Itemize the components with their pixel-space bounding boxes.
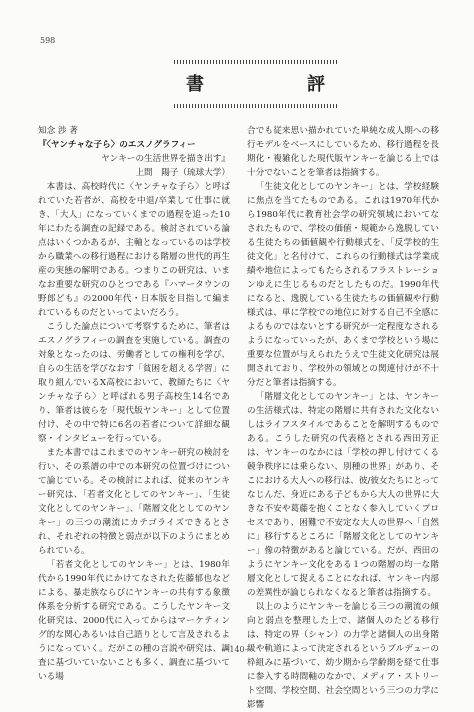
body-paragraph: 本書は、高校時代に〈ヤンチャな子ら〉と呼ばれていた若者が、高校を中退/卒業して仕事に就き、「大人」になっていくまでの過程を追った10年にわたる調査の記録である。検討されている論点はいくつかあるが、主軸となっているのは学校から職業への移行過程における階層の世代的再生産の実態の解明である。つまりこの研究は、いまなお重要な研究のひとつである『ハマータウンの野郎ども』の2000年代・日本版を目指して編まれているものだといってよいだろう。 [38,182,230,318]
body-paragraph: 「階層文化としてのヤンキー」とは、ヤンキーの生活様式は、特定の階層に共有された文化ないしはライフスタイルであることを解明するものである。こうした研究の代表格とされる西田芳正は、ヤンキーのなかには「学校の押し付けてくる競争秩序には乗らない、別種の世界」があり、そこにおける大人への移行は、彼/彼女たちにとってなじんだ、身近にある子どもから大人の世界に大きな不安や葛藤を抱くことなく参入していくプロセスであり、困難で不安定な大人の世界へ「自然に」移行するところに「階層文化としてのヤンキー」像の特徴があると論じている。だが、西田のようにヤンキー文化をある１つの階層の均一な階層文化として捉えることになれば、ヤンキー内部の差異性が論じられなくなると筆者は指摘する。 [247,392,439,598]
body-paragraph: 「若者文化としてのヤンキー」とは、1980年代から1990年代にかけてなされた佐藤郁也などによる、暴走族ならびにヤンキーの共有する象徴体系を分析する研究である。こうしたヤンキー文化研究は、2000代に入ってからはマーケティング的な関心あるいは自己語りとして言及されるようになっていく。だがこの種の言説や研究は、調査に基づいていないことも多く、調査に基づいている場 [38,560,230,682]
title-ornament-top [174,60,337,64]
section-title-char-1: 書 [186,74,205,95]
section-title [186,70,326,96]
book-author: 知念 渉 著 [38,126,78,136]
body-paragraph: 合でも従来思い描かれていた単純な成人期への移行モデルをベースにしているため、移行過程を長期化・複雑化した現代版ヤンキーを論じる上では十分でないことを筆者は指摘する。 [247,126,439,178]
page-number: 598 [40,36,56,45]
book-subtitle: ヤンキーの生活世界を描き出す』 [101,154,230,164]
section-title-char-2: 評 [307,74,326,95]
reviewer: 上間 陽子（琉球大学） [135,168,230,178]
title-ornament-bottom [174,104,337,108]
body-paragraph: 「生徒文化としてのヤンキー」とは、学校経験に焦点を当てたものである。これは1970年代から1980年代に教育社会学の研究領域においてなされたもので、学校の価値・規範から逸脱している生徒たちの価値観や行動様式を、「反学校的生徒文化」と名付けて、これらの行動様式は学業成績や地位によってもたらされるフラストレーションゆえに生じるものだとしたものだ。1990年代になると、逸脱している生徒たちの価値観や行動様式は、単に学校での地位に対する自己不全感によるものではないとする研究が一定程度なされるようになっていったが、あくまで学校という場に重要な位置が与えられたうえで生徒文化研究は展開されており、学校外の領域との関連付けが不十分だと筆者は指摘する。 [247,182,439,388]
right-column [247,124,439,712]
body-paragraph: 以上のようにヤンキーを論じる三つの潮流の傾向と弱点を整理した上で、諸個人のたどる移行は、特定の界（シャン）の力学と諸個人の出身階級や軌道によって決定されるというブルデューの枠組みに基づいて、幼少期から学齢期を経て仕事に参入する時間軸のなかで、メディア・ストリート空間、学校空間、社会空間という三つの力学に影響 [247,602,439,710]
page-footer-number: —140— [221,645,253,654]
body-paragraph: こうした論点について考察するために、筆者はエスノグラフィーの調査を実施している。調査の対象となったのは、労働者としての権利を学び、自らの生活を学びなおす「貧困を超える学習」に取り組んでいるX高校において、教師たちに〈ヤンチャな子ら〉と呼ばれる男子高校生14名であり、筆者は彼らを「現代版ヤンキー」として位置付け、その中で特に6名の若者について詳細な観察・インタビューを行っている。 [38,322,230,444]
body-paragraph: また本書ではこれまでのヤンキー研究の検討を行い、その系譜の中での本研究の位置づけについて論じている。その検討によれば、従来のヤンキー研究は、「若者文化としてのヤンキー」、「生徒文化としてのヤンキー」、「階層文化としてのヤンキー」の三つの潮流にカテゴライズできるとされ、それぞれの特徴と弱点が以下のようにまとめられている。 [38,448,230,556]
left-column [38,124,230,684]
book-title: 『〈ヤンチャな子ら〉のエスノグラフィー [38,140,196,150]
